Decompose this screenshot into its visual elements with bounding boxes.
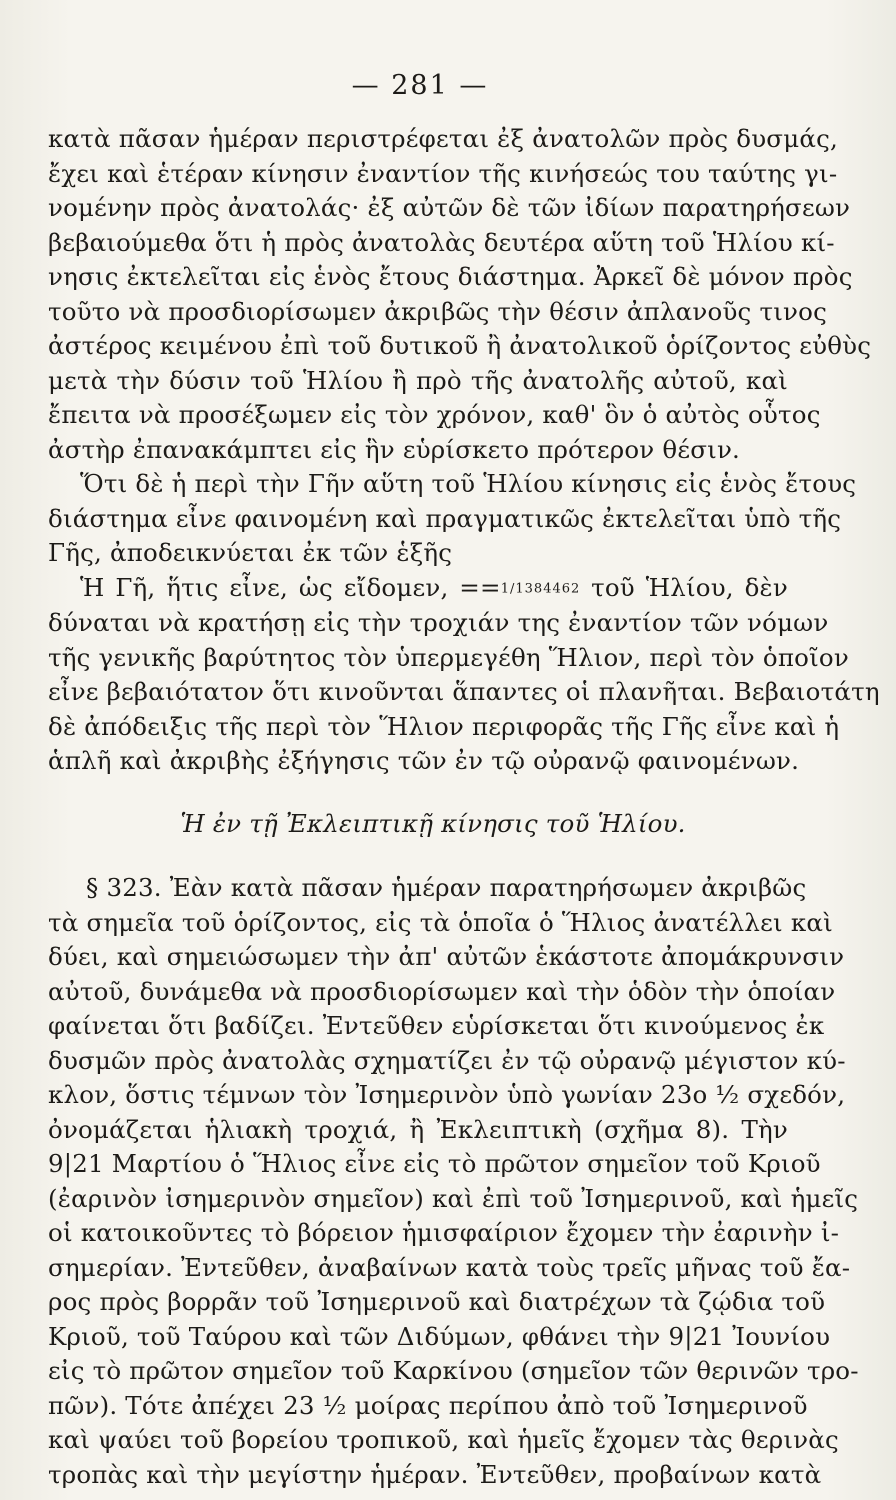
text-fragment: Ἡ Γῆ, ἥτις εἶνε, ὡς εἴδομεν, == (80, 572, 501, 602)
text-line-with-fraction (48, 571, 788, 607)
text-line: ἀστέρος κειμένου ἐπὶ τοῦ δυτικοῦ ἢ ἀνατολικοῦ ὁρίζοντος εὐθὺς (48, 331, 872, 360)
text-line: κατὰ πᾶσαν ἡμέραν περιστρέφεται ἐξ ἀνατολῶν πρὸς δυσμάς, (48, 124, 838, 153)
text-line: Κριοῦ, τοῦ Ταύρου καὶ τῶν Διδύμων, φθάνει τὴν 9|21 Ἰουνίου (48, 1321, 831, 1351)
paragraph-4 (48, 871, 859, 1492)
paragraph-3 (48, 571, 880, 779)
text-line: τοῦτο νὰ προσδιορίσωμεν ἀκριβῶς τὴν θέσιν ἀπλανοῦς τινος (48, 296, 827, 326)
text-line: σημερίαν. Ἐντεῦθεν, ἀναβαίνων κατὰ τοὺς τρεῖς μῆνας τοῦ ἔα- (48, 1252, 851, 1282)
text-line: διάστημα εἶνε φαινομένη καὶ πραγματικῶς ἐκτελεῖται ὑπὸ τῆς (48, 503, 842, 533)
text-fragment: τοῦ Ἡλίου, δὲν (580, 572, 788, 602)
text-line: δυσμῶν πρὸς ἀνατολὰς σχηματίζει ἐν τῷ οὐρανῷ μέγιστον κύ- (48, 1045, 846, 1075)
paragraph-2 (48, 467, 857, 571)
section-heading: Ἡ ἐν τῇ Ἐκλειπτικῇ κίνησις τοῦ Ἡλίου. (180, 808, 686, 838)
text-line: αὐτοῦ, δυνάμεθα νὰ προσδιορίσωμεν καὶ τὴν ὁδὸν τὴν ὁποίαν (48, 976, 836, 1006)
text-line: ἔπειτα νὰ προσέξωμεν εἰς τὸν χρόνον, καθ' ὃν ὁ αὐτὸς οὗτος (48, 400, 821, 429)
text-line: τὰ σημεῖα τοῦ ὁρίζοντος, εἰς τὰ ὁποῖα ὁ Ἥλιος ἀνατέλλει καὶ (48, 907, 833, 937)
text-line: καὶ ψαύει τοῦ βορείου τροπικοῦ, καὶ ἡμεῖς ἔχομεν τὰς θερινὰς (48, 1425, 839, 1455)
text-line: Γῆς, ἀποδεικνύεται ἐκ τῶν ἑξῆς (48, 538, 453, 567)
text-line: νομένην πρὸς ἀνατολάς· ἐξ αὐτῶν δὲ τῶν ἰδίων παρατηρήσεων (48, 193, 851, 222)
text-line: μετὰ τὴν δύσιν τοῦ Ἡλίου ἢ πρὸ τῆς ἀνατολῆς αὐτοῦ, καὶ (48, 365, 788, 395)
text-line: εἰς τὸ πρῶτον σημεῖον τοῦ Καρκίνου (σημεῖον τῶν θερινῶν τρο- (48, 1356, 859, 1386)
text-line: τροπὰς καὶ τὴν μεγίστην ἡμέραν. Ἐντεῦθεν, προβαίνων κατὰ (48, 1459, 822, 1489)
text-line: ρος πρὸς βορρᾶν τοῦ Ἰσημερινοῦ καὶ διατρέχων τὰ ζῴδια τοῦ (48, 1287, 826, 1317)
text-line: κλον, ὅστις τέμνων τὸν Ἰσημερινὸν ὑπὸ γωνίαν 23ο ½ σχεδόν, (48, 1080, 846, 1110)
text-line: ἀστὴρ ἐπανακάμπτει εἰς ἣν εὑρίσκετο πρότερον θέσιν. (48, 434, 741, 464)
page-body (48, 122, 880, 1492)
text-line: εἶνε βεβαιότατον ὅτι κινοῦνται ἅπαντες οἱ πλανῆται. Βεβαιοτάτη (48, 677, 880, 707)
text-line: δύναται νὰ κρατήσῃ εἰς τὴν τροχιάν της ἐναντίον τῶν νόμων (48, 608, 829, 638)
paragraph-1 (48, 122, 872, 467)
text-line: (ἐαρινὸν ἰσημερινὸν σημεῖον) καὶ ἐπὶ τοῦ Ἰσημερινοῦ, καὶ ἡμεῖς (48, 1183, 859, 1213)
text-line: ἔχει καὶ ἑτέραν κίνησιν ἐναντίον τῆς κινήσεώς του ταύτης γι- (48, 158, 838, 188)
text-line: Ὅτι δὲ ἡ περὶ τὴν Γῆν αὕτη τοῦ Ἡλίου κίνησις εἰς ἑνὸς ἔτους (80, 469, 857, 498)
text-line: πῶν). Τότε ἀπέχει 23 ½ μοίρας περίπου ἀπὸ τοῦ Ἰσημερινοῦ (48, 1390, 808, 1420)
text-line: φαίνεται ὅτι βαδίζει. Ἐντεῦθεν εὑρίσκεται ὅτι κινούμενος ἐκ (48, 1011, 825, 1041)
text-line: ὀνομάζεται ἡλιακὴ τροχιά, ἢ Ἐκλειπτικὴ (σχῆμα 8). Τὴν (48, 1114, 788, 1144)
text-line: δύει, καὶ σημειώσωμεν τὴν ἀπ' αὐτῶν ἑκάστοτε ἀπομάκρυνσιν (48, 942, 845, 972)
text-line: οἱ κατοικοῦντες τὸ βόρειον ἡμισφαίριον ἔχομεν τὴν ἐαρινὴν ἰ- (48, 1218, 840, 1248)
page-number: — 281 — (351, 70, 489, 101)
text-line: τῆς γενικῆς βαρύτητος τὸν ὑπερμεγέθη Ἥλιον, περὶ τὸν ὁποῖον (48, 642, 849, 672)
text-line: βεβαιούμεθα ὅτι ἡ πρὸς ἀνατολὰς δευτέρα αὕτη τοῦ Ἡλίου κί- (48, 227, 835, 257)
text-line: νησις ἐκτελεῖται εἰς ἑνὸς ἔτους διάστημα. Ἀρκεῖ δὲ μόνον πρὸς (48, 262, 853, 291)
text-line: ἁπλῆ καὶ ἀκριβὴς ἐξήγησις τῶν ἐν τῷ οὐρανῷ φαινομένων. (48, 746, 800, 776)
text-line: δὲ ἀπόδειξις τῆς περὶ τὸν Ἥλιον περιφορᾶς τῆς Γῆς εἶνε καὶ ἡ (48, 711, 840, 741)
text-line: 9|21 Μαρτίου ὁ Ἥλιος εἶνε εἰς τὸ πρῶτον σημεῖον τοῦ Κριοῦ (48, 1149, 821, 1179)
fraction: 1/1384462 (500, 580, 581, 596)
text-line: § 323. Ἐὰν κατὰ πᾶσαν ἡμέραν παρατηρήσωμεν ἀκριβῶς (86, 873, 807, 903)
